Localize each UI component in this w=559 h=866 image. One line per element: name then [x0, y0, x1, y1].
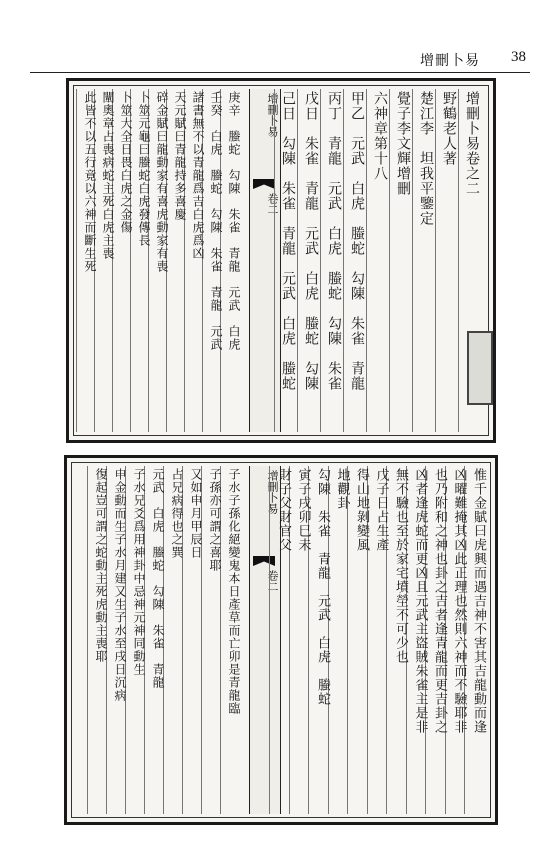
text-column-right: 得山地剝變風 — [354, 468, 369, 552]
text-column-right: 戊子日占生產 — [373, 468, 389, 552]
text-column-left: 復起豈可謂之蛇動主死虎動主喪耶 — [94, 468, 108, 663]
text-column-left: 又如申月甲辰日 — [189, 468, 203, 559]
running-head — [30, 44, 530, 73]
text-column-right: 六神章第十八 — [372, 91, 388, 181]
page-number: 38 — [511, 49, 526, 65]
text-column-right: 凶者逢虎蛇而更凶且元武主盜賊朱雀主是非 — [412, 468, 428, 734]
text-column-right: 凶曜難掩其凶此正理也然則六神而不驗耶非 — [451, 468, 467, 734]
text-column-left: 庚辛 螣蛇 勾陳 朱雀 青龍 元武 白虎 — [227, 91, 241, 351]
text-column-right: 財子父財官父 — [276, 468, 291, 552]
text-column-left: 元武 白虎 螣蛇 勾陳 朱雀 青龍 — [151, 468, 165, 689]
text-column-right: 也乃附和之神也卦之吉者逢青龍而更吉卦之 — [432, 468, 447, 734]
text-column-left: 子水兄爻爲用神卦中忌神元神同動生 — [132, 468, 146, 676]
text-column-right: 增刪卜易卷之二 — [464, 91, 480, 196]
text-column-right: 勾陳 朱雀 青龍 元武 白虎 螣蛇 — [315, 468, 330, 706]
text-column-left: 子孫亦可謂之喜耶 — [208, 468, 222, 572]
text-column-right: 地觀卦 — [334, 468, 350, 510]
bottom-fold-title: 增刪卜易 — [266, 470, 279, 514]
text-column-left: 碎金賦曰龍動家有喜虎動家有喪 — [155, 91, 169, 273]
text-column-left: 子水子孫化絕變鬼本日產草而亡卯是青龍臨 — [227, 468, 241, 715]
column-rule — [347, 466, 348, 814]
text-column-right: 覺子李文輝增刪 — [395, 91, 411, 196]
text-column-right: 己日 勾陳 朱雀 青龍 元武 白虎 螣蛇 — [280, 91, 296, 391]
top-fold-title: 增刪卜易 — [266, 93, 279, 137]
top-fold-volume: 卷二 — [266, 193, 279, 215]
text-column-right: 丙丁 青龍 元武 白虎 螣蛇 勾陳 朱雀 — [326, 91, 342, 391]
column-rule — [269, 466, 270, 814]
text-column-left: 申金動而生子水月建又生子水至戌日沉病 — [113, 468, 127, 702]
text-column-left: 占兄病得也之巽 — [170, 468, 184, 559]
fishtail-mark-icon — [253, 556, 275, 566]
text-column-left: 此皆不以五行竟以六神而斷生死 — [83, 91, 97, 273]
bottom-spread — [64, 455, 498, 825]
text-column-right: 楚江李 坦我平鑒定 — [418, 91, 434, 226]
library-seal — [467, 331, 493, 405]
text-column-left: 壬癸 白虎 螣蛇 勾陳 朱雀 青龍 元武 — [209, 91, 223, 351]
column-rule — [274, 89, 275, 432]
column-rule — [87, 466, 88, 814]
bottom-fold-volume: 卷二 — [266, 570, 279, 592]
text-column-right: 野鶴老人著 — [441, 91, 457, 166]
top-spread — [66, 78, 496, 443]
text-column-left: 天元賦曰青龍持多喜慶 — [173, 91, 187, 221]
text-column-left: 卜筮大全日畏白虎之金傷 — [119, 91, 133, 234]
text-column-right: 無不驗也至於家宅墳塋不可少也 — [393, 468, 408, 664]
fishtail-mark-icon — [253, 179, 275, 189]
column-rule — [76, 89, 77, 432]
text-column-left: 卜筮元龜曰螣蛇白虎發傳長 — [137, 91, 151, 247]
text-column-right: 戊日 朱雀 青龍 元武 白虎 螣蛇 勾陳 — [303, 91, 319, 391]
text-column-left: 闡奧章占喪病蛇主死白虎主喪 — [101, 91, 115, 260]
text-column-left: 諸書無不以青龍爲吉白虎爲凶 — [191, 91, 205, 260]
text-column-right: 惟千金賦曰虎興而遇吉神不害其吉龍動而逢 — [471, 468, 486, 734]
text-column-right: 寅子戌卯巳未 — [295, 468, 311, 552]
running-head-title: 增刪卜易 — [420, 53, 480, 69]
text-column-right: 甲乙 元武 白虎 螣蛇 勾陳 朱雀 青龍 — [349, 91, 365, 391]
